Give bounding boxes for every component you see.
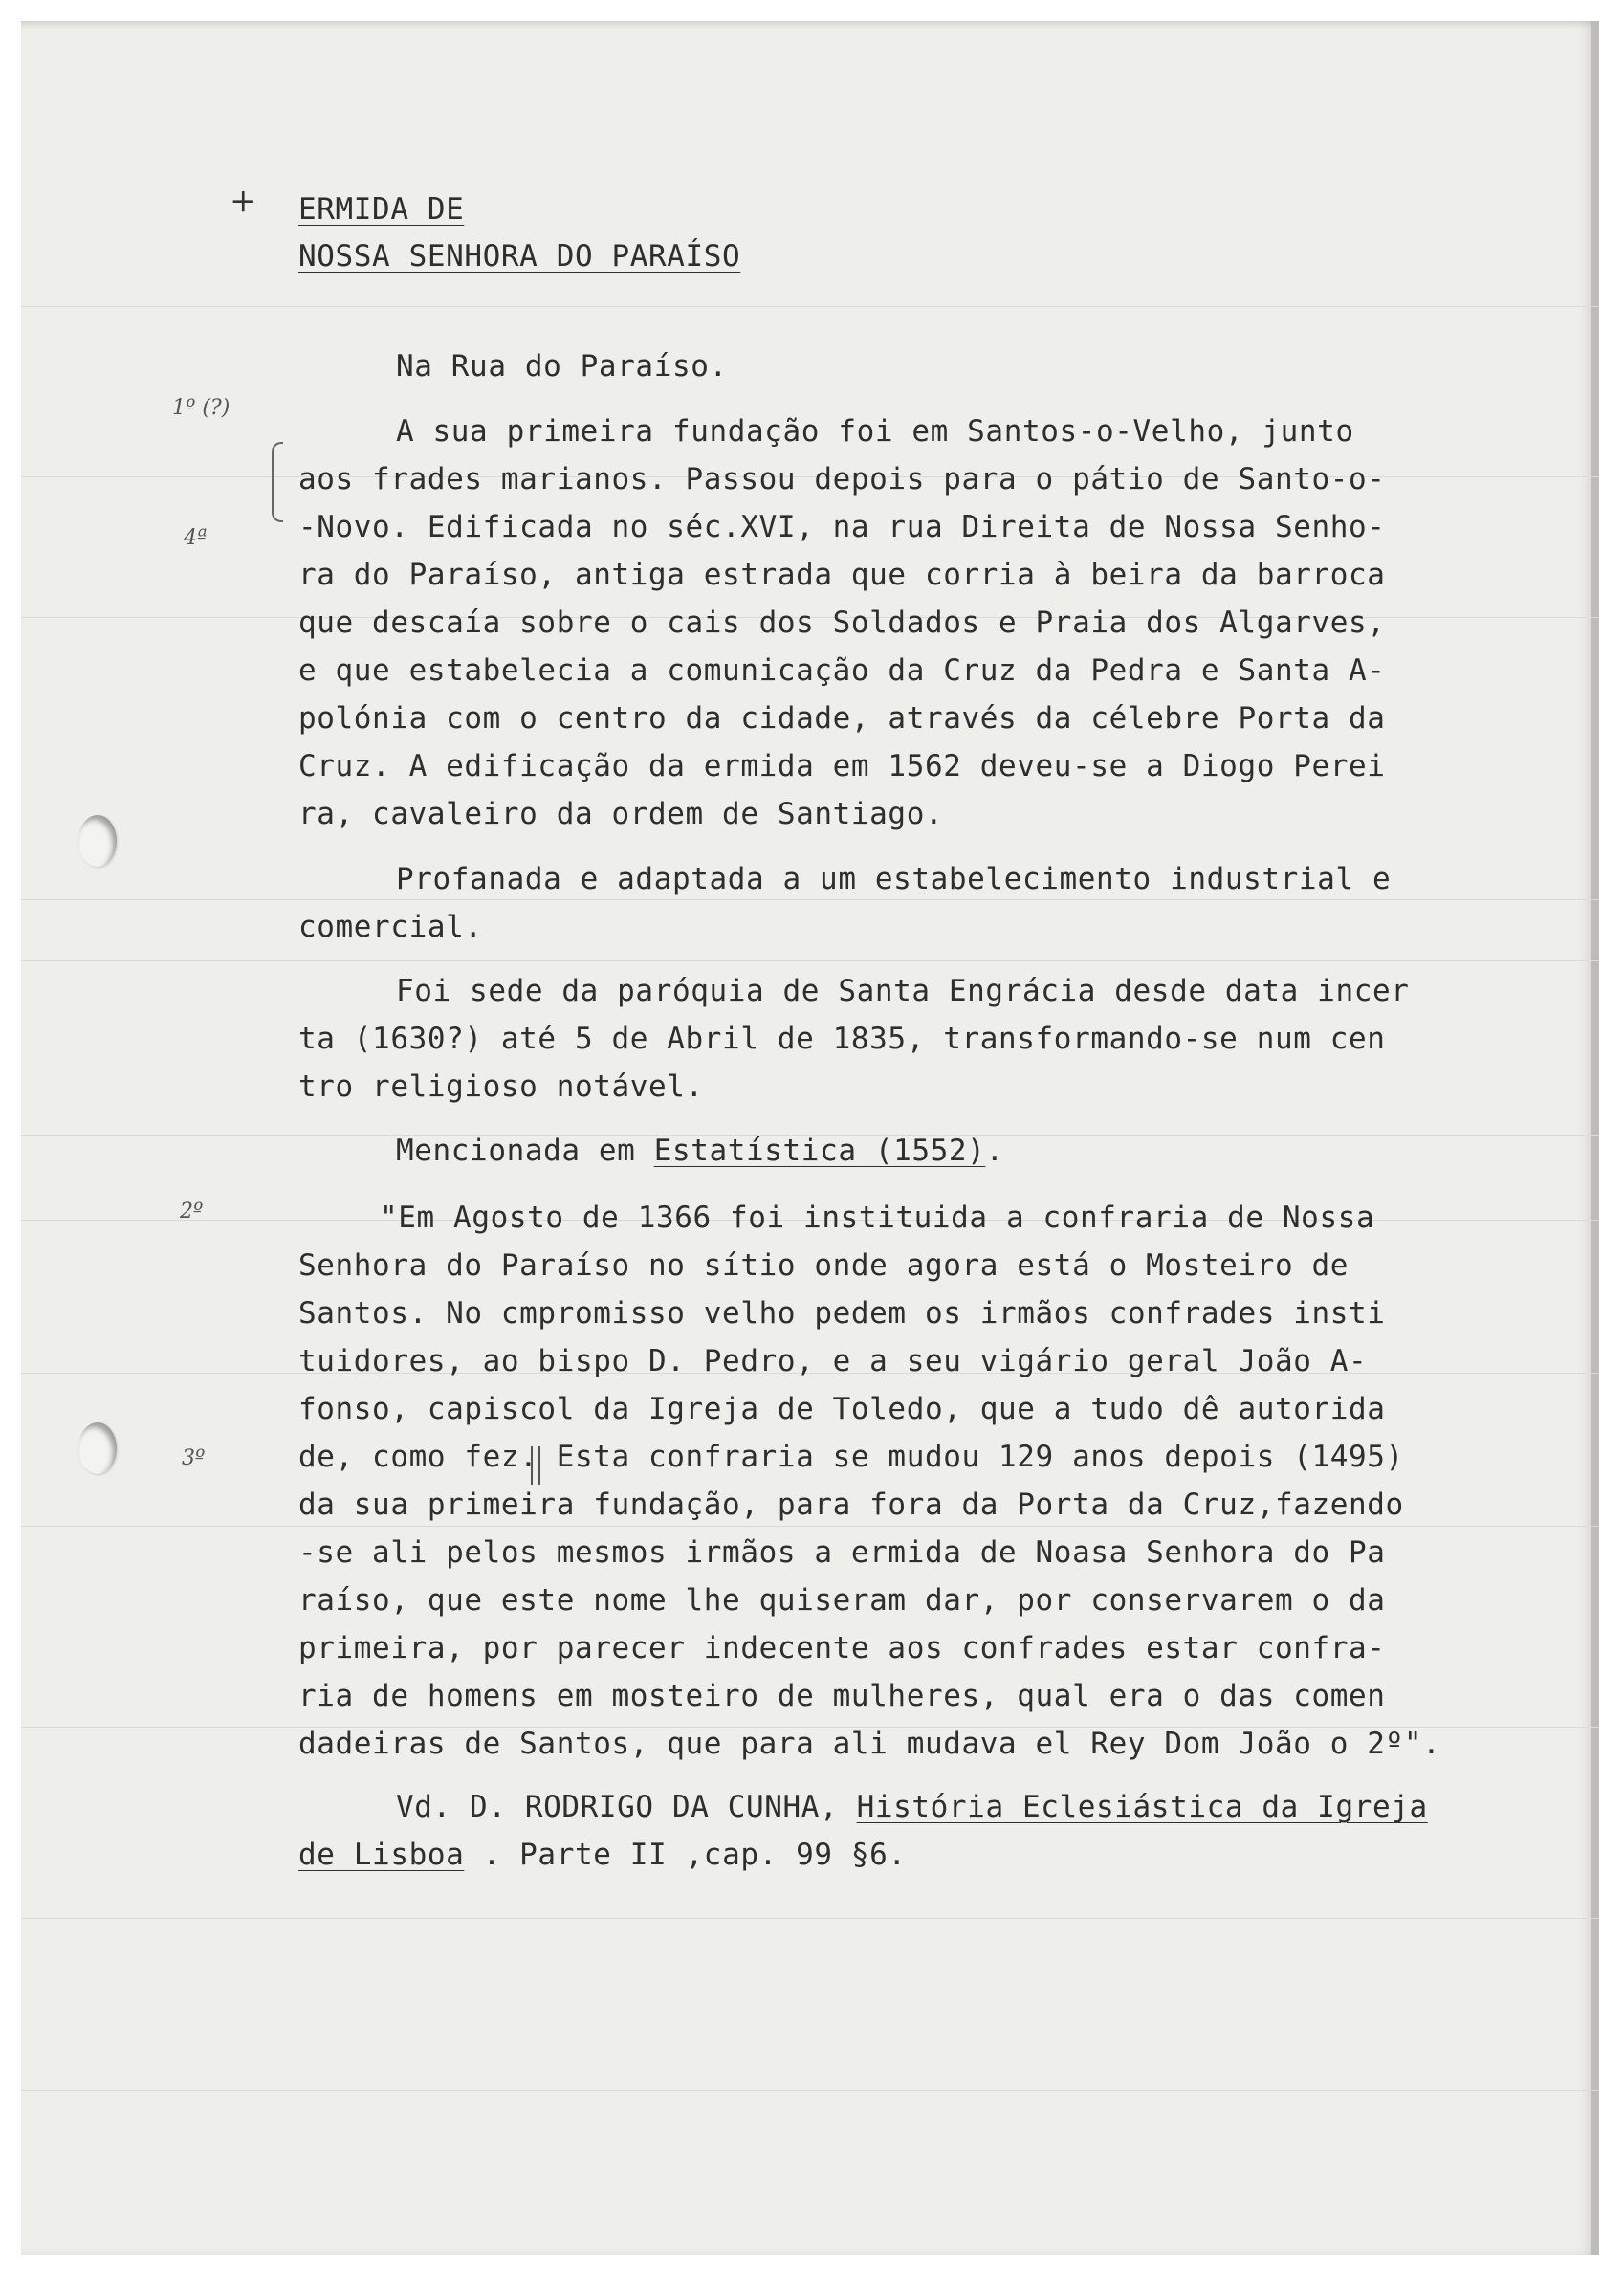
text-line: que descaía sobre o cais dos Soldados e Praia dos Algarves, [298, 606, 1386, 640]
text-line: -Novo. Edificada no séc.XVI, na rua Direita de Nossa Senho- [298, 510, 1386, 544]
text-line: Na Rua do Paraíso. [396, 349, 728, 384]
text-line: polónia com o centro da cidade, através da célebre Porta da [298, 701, 1386, 736]
text-line: dadeiras de Santos, que para ali mudava el Rey Dom João o 2º". [298, 1727, 1441, 1761]
paper-rule [21, 306, 1599, 307]
text-line: raíso, que este nome lhe quiseram dar, por conservarem o da [298, 1583, 1386, 1618]
citation-line [396, 1789, 1428, 1825]
text-fragment: . Parte II ,cap. 99 §6. [464, 1838, 907, 1872]
text-line: da sua primeira fundação, para fora da Porta da Cruz,fazendo [298, 1488, 1404, 1522]
paper-rule [21, 2090, 1599, 2091]
text-line: "Em Agosto de 1366 foi instituida a confraria de Nossa [380, 1201, 1375, 1235]
reference-title: História Eclesiástica da Igreja [856, 1790, 1428, 1824]
citation-line [298, 1837, 907, 1873]
punch-hole [78, 815, 117, 867]
text-line: Senhora do Paraíso no sítio onde agora está o Mosteiro de [298, 1248, 1350, 1283]
paper-rule [21, 960, 1599, 961]
reference-title: de Lisboa [298, 1838, 465, 1872]
text-line: fonso, capiscol da Igreja de Toledo, que a tudo dê autorida [298, 1392, 1386, 1426]
text-line: tuidores, ao bispo D. Pedro, e a seu vigário geral João A- [298, 1344, 1368, 1378]
punch-hole [78, 1422, 117, 1474]
reference-title: Estatística (1552) [653, 1134, 986, 1168]
text-line: Foi sede da paróquia de Santa Engrácia desde data incer [396, 974, 1410, 1008]
text-line: A sua primeira fundação foi em Santos-o-Velho, junto [396, 414, 1354, 449]
margin-note-2: 2º [180, 1200, 204, 1223]
text-fragment: Vd. D. RODRIGO DA CUNHA, [396, 1790, 857, 1824]
text-fragment: Mencionada em [396, 1134, 654, 1168]
text-line: e que estabelecia a comunicação da Cruz da Pedra e Santa A- [298, 653, 1386, 688]
cross-mark: + [230, 182, 257, 220]
text-line: comercial. [298, 910, 483, 944]
text-line: tro religioso notável. [298, 1069, 704, 1104]
text-fragment: . [985, 1134, 1004, 1168]
margin-bracket [272, 442, 283, 522]
text-line: primeira, por parecer indecente aos confrades estar confra- [298, 1631, 1386, 1665]
text-line: ra, cavaleiro da ordem de Santiago. [298, 797, 944, 831]
text-line: aos frades marianos. Passou depois para o pátio de Santo-o- [298, 462, 1386, 496]
title-line-2: NOSSA SENHORA DO PARAÍSO [298, 239, 741, 274]
paper-rule [21, 899, 1599, 900]
text-line: Santos. No cmpromisso velho pedem os irmãos confrades insti [298, 1296, 1386, 1331]
text-line [396, 1133, 1004, 1169]
text-line: Cruz. A edificação da ermida em 1562 deveu-se a Diogo Perei [298, 749, 1386, 783]
margin-note-1: 1º (?) [172, 396, 230, 420]
paper-rule [21, 1918, 1599, 1919]
text-line: de, como fez. Esta confraria se mudou 129 anos depois (1495) [298, 1440, 1404, 1474]
text-line: ria de homens em mosteiro de mulheres, qual era o das comen [298, 1679, 1386, 1713]
text-line: -se ali pelos mesmos irmãos a ermida de Noasa Senhora do Pa [298, 1535, 1386, 1570]
title-line-1: ERMIDA DE [298, 192, 465, 227]
page-edge-shadow [1591, 21, 1599, 2255]
margin-note-4: 4ª [184, 526, 208, 550]
text-line: Profanada e adaptada a um estabelecimento industrial e [396, 862, 1392, 896]
margin-note-3: 3º [182, 1446, 206, 1470]
text-line: ra do Paraíso, antiga estrada que corria à beira da barroca [298, 558, 1386, 592]
paper-rule [21, 1526, 1599, 1527]
text-line: ta (1630?) até 5 de Abril de 1835, transformando-se num cen [298, 1022, 1386, 1056]
document-page [21, 21, 1599, 2255]
